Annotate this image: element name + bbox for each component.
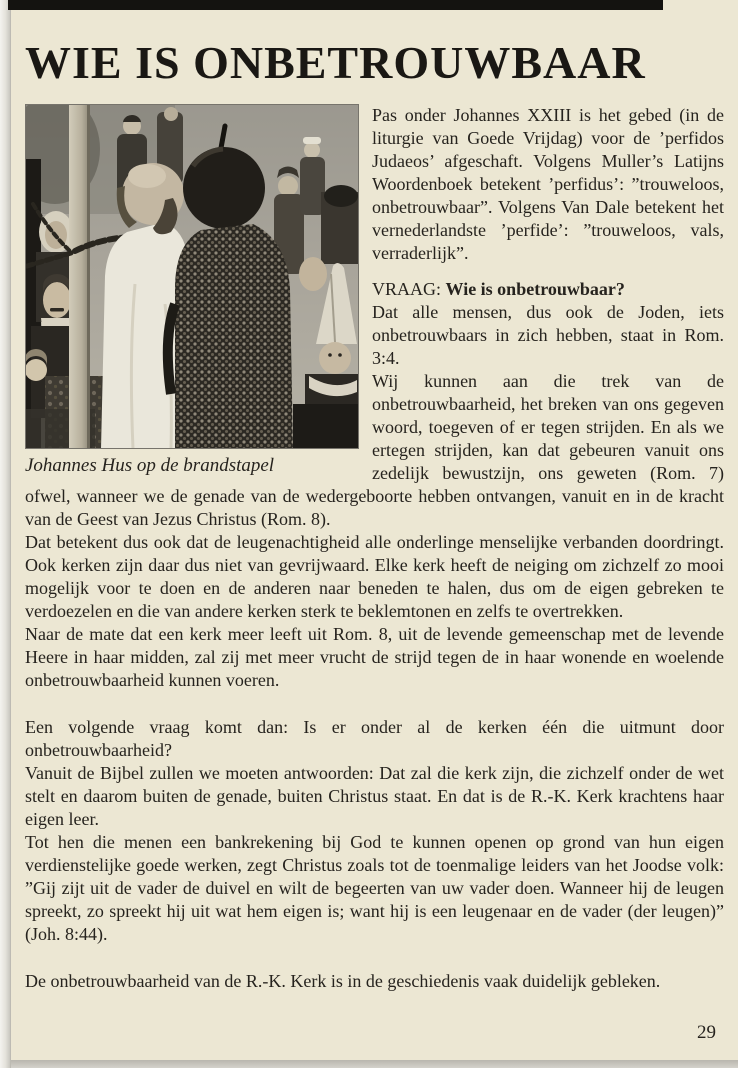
- paragraph-gebleken: De onbetrouwbaarheid van de R.-K. Kerk is in de geschiedenis vaak duidelijk gebleken.: [25, 971, 661, 991]
- paragraph-volgende-vraag: Een volgende vraag komt dan: Is er onder al de kerken één die uitmunt door onbetrouwbaarheid?: [25, 717, 724, 760]
- article-body: [25, 104, 724, 993]
- paragraph-bijbel: Vanuit de Bijbel zullen we moeten antwoorden: Dat zal die kerk zijn, die zichzelf onder de wet stelt en daarom buiten de genade, buiten Christus staat. En dat is de R.-K. Kerk krachtens haar eigen leer.: [25, 763, 724, 829]
- scan-top-bar: [8, 0, 663, 10]
- paragraph-gap: [25, 946, 724, 970]
- paragraph-gap: [25, 692, 724, 716]
- paragraph-kerken: Dat betekent dus ook dat de leugenachtigheid alle onderlinge menselijke verbanden doordringt. Ook kerken zijn daar dus niet van gevrijwaard. Elke kerk heeft de neiging om zichzelf zo mooi mogelijk voor te doen en de anderen naar beneden te halen, dus om de eigen gebreken te verdoezelen en die van andere kerken sterk te beklemtonen en zelfs te overtrekken.: [25, 532, 724, 621]
- photo-caption: Johannes Hus op de brandstapel: [25, 455, 275, 476]
- paragraph-bankrekening: Tot hen die menen een bankrekening bij God te kunnen openen op grond van hun eigen verdienstelijke goede werken, zegt Christus zoals tot de toenmalige leiders van het Joodse volk: ”Gij zijt uit de vader de duivel en wilt de begeerten van uw vader doen. Wanneer hij de leugen spreekt, zo spreekt hij uit wat hem eigen is; want hij is een leugenaar en de vader (der leugen)” (Joh. 8:44).: [25, 832, 724, 944]
- stake-pole: [69, 104, 90, 449]
- paragraph-perfidos: Pas onder Johannes XXIII is het gebed (in de liturgie van Goede Vrijdag) voor de ’perfidos Judaeos’ afgeschaft. Volgens Muller’s Latijns Woordenboek betekent ’perfidus’: ”trouweloos, onbetrouwbaar”. Volgens Van Dale betekent het vernederlandste ’perfide’: ”trouweloos, vals, verraderlijk”.: [372, 105, 724, 263]
- paragraph-rom34: Dat alle mensen, dus ook de Joden, iets onbetrouwbaars in zich hebben, staat in Rom. 3:4.: [372, 302, 724, 368]
- page-number: 29: [697, 1022, 716, 1043]
- vraag-question: Wie is onbetrouwbaar?: [445, 279, 625, 299]
- scan-edge-left: [0, 0, 11, 1068]
- scan-bottom-strip: [11, 1060, 738, 1068]
- paragraph-strijden: Wij kunnen aan die trek van de onbetrouwbaarheid, het breken van ons gegeven woord, toegeven of er tegen strijden. En als we ertegen strijden, kan dat gebeuren vanuit ons zedelijk bewustzijn, ons geweten (Rom. 7) ofwel, wanneer we de genade van de wedergeboorte hebben ontvangen, vanuit en in de kracht van de Geest van Jezus Christus (Rom. 8).: [25, 371, 724, 529]
- page-title: WIE IS ONBETROUWBAAR: [25, 37, 646, 88]
- paragraph-rom8: Naar de mate dat een kerk meer leeft uit Rom. 8, uit de levende gemeenschap met de levende Heere in haar midden, zal zij met meer vrucht de strijd tegen de in haar wonende en woelende onbetrouwbaarheid kunnen voeren.: [25, 624, 724, 690]
- johannes-hus-photo: [25, 104, 359, 449]
- photo-figure: [25, 104, 359, 477]
- vraag-label: VRAAG:: [372, 279, 446, 299]
